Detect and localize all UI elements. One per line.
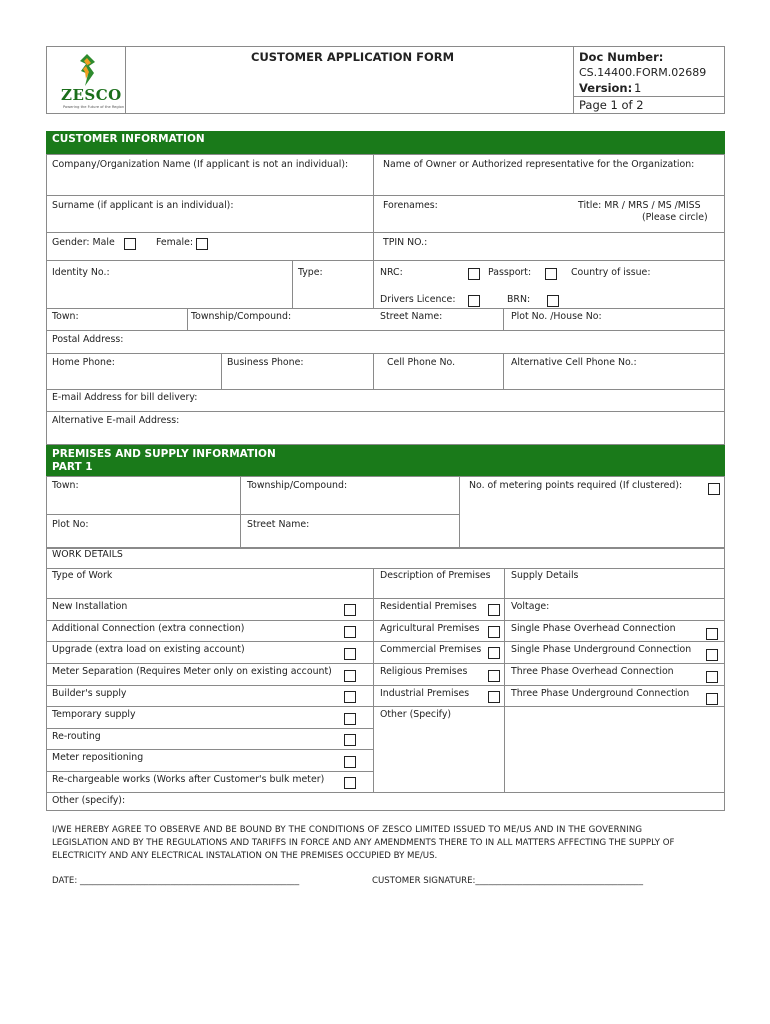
supply-type-item: Single Phase Overhead Connection	[511, 623, 676, 634]
logo-tagline: Powering the Future of the Region	[63, 105, 125, 109]
premises-town-label: Town:	[52, 480, 79, 491]
premises-type-checkbox[interactable]	[488, 604, 500, 616]
signature-label[interactable]: CUSTOMER SIGNATURE:_______________________________________	[372, 876, 644, 886]
gender-female-label: Female:	[156, 237, 194, 248]
work-type-checkbox[interactable]	[344, 670, 356, 682]
premises-street-label: Street Name:	[247, 519, 310, 530]
work-type-item: New Installation	[52, 601, 128, 612]
date-label[interactable]: DATE: ___________________________________________________	[52, 876, 300, 886]
brn-checkbox[interactable]	[547, 295, 559, 307]
work-type-checkbox[interactable]	[344, 626, 356, 638]
premises-type-checkbox[interactable]	[488, 647, 500, 659]
passport-label: Passport:	[488, 267, 532, 278]
gender-male-label: Gender: Male	[52, 237, 115, 248]
premises-type-checkbox[interactable]	[488, 691, 500, 703]
work-type-item: Re-routing	[52, 731, 101, 742]
zesco-logo-icon	[75, 53, 99, 87]
logo-cell	[46, 46, 126, 114]
page-label: Page 1 of 2	[579, 98, 644, 112]
supply-details-header: Supply Details	[511, 570, 579, 581]
metering-points-checkbox[interactable]	[708, 483, 720, 495]
forenames-field[interactable]	[374, 213, 574, 231]
work-type-item: Additional Connection (extra connection)	[52, 623, 245, 634]
work-type-item: Meter repositioning	[52, 752, 144, 763]
town-label: Town:	[52, 311, 79, 322]
work-type-checkbox[interactable]	[344, 604, 356, 616]
supply-type-item: Three Phase Underground Connection	[511, 688, 690, 699]
premises-type-item: Other (Specify)	[380, 709, 452, 720]
work-type-checkbox[interactable]	[344, 648, 356, 660]
premises-section-header	[46, 445, 725, 476]
type-of-work-header: Type of Work	[52, 570, 113, 581]
work-type-checkbox[interactable]	[344, 691, 356, 703]
title-label: Title: MR / MRS / MS /MISS	[578, 200, 701, 211]
work-type-checkbox[interactable]	[344, 756, 356, 768]
company-name-label: Company/Organization Name (If applicant is not an individual):	[52, 159, 349, 170]
home-phone-label: Home Phone:	[52, 357, 115, 368]
title-hint: (Please circle)	[642, 212, 708, 223]
version-value: 1	[634, 81, 642, 95]
premises-plot-label: Plot No:	[52, 519, 89, 530]
supply-voltage-label: Voltage:	[511, 601, 550, 612]
nrc-label: NRC:	[380, 267, 403, 278]
agreement-line-3: ELECTRICITY AND ANY ELECTRICAL INSTALATION ON THE PREMISES OCCUPIED BY ME/US.	[52, 851, 438, 861]
street-name-label: Street Name:	[380, 311, 443, 322]
nrc-checkbox[interactable]	[468, 268, 480, 280]
forenames-label: Forenames:	[383, 200, 438, 211]
work-type-checkbox[interactable]	[344, 713, 356, 725]
premises-type-item: Agricultural Premises	[380, 623, 480, 634]
gender-female-checkbox[interactable]	[196, 238, 208, 250]
drivers-licence-label: Drivers Licence:	[380, 294, 456, 305]
premises-township-label: Township/Compound:	[247, 480, 348, 491]
supply-type-checkbox[interactable]	[706, 649, 718, 661]
agreement-line-2: LEGISLATION AND BY THE REGULATIONS AND TARIFFS IN FORCE AND ANY AMENDMENTS THERE TO IN ALL MATTERS AFFECTING THE SUPPLY OF	[52, 838, 675, 848]
supply-type-checkbox[interactable]	[706, 628, 718, 640]
owner-name-field[interactable]	[374, 172, 724, 194]
work-type-item: Re-chargeable works (Works after Customer's bulk meter)	[52, 774, 325, 785]
township-label: Township/Compound:	[191, 311, 292, 322]
form-title-cell	[125, 46, 574, 114]
work-type-item: Upgrade (extra load on existing account)	[52, 644, 245, 655]
supply-type-item: Three Phase Overhead Connection	[511, 666, 674, 677]
premises-type-item: Industrial Premises	[380, 688, 470, 699]
owner-name-label: Name of Owner or Authorized representative for the Organization:	[383, 159, 695, 170]
logo-text: ZESCO	[61, 86, 122, 104]
doc-number-value: CS.14400.FORM.02689	[579, 66, 707, 79]
version-label: Version:	[579, 81, 633, 95]
supply-type-item: Single Phase Underground Connection	[511, 644, 692, 655]
brn-label: BRN:	[507, 294, 531, 305]
premises-type-checkbox[interactable]	[488, 670, 500, 682]
customer-section-title: CUSTOMER INFORMATION	[52, 133, 205, 145]
passport-checkbox[interactable]	[545, 268, 557, 280]
premises-type-item: Residential Premises	[380, 601, 477, 612]
metering-points-label: No. of metering points required (If clustered):	[469, 480, 683, 491]
cell-phone-label: Cell Phone No.	[387, 357, 456, 368]
premises-type-checkbox[interactable]	[488, 626, 500, 638]
supply-type-checkbox[interactable]	[706, 693, 718, 705]
work-type-item: Meter Separation (Requires Meter only on existing account)	[52, 666, 332, 677]
gender-male-checkbox[interactable]	[124, 238, 136, 250]
tpin-label: TPIN NO.:	[383, 237, 428, 248]
identity-label: Identity No.:	[52, 267, 110, 278]
doc-info-cell	[573, 46, 725, 114]
business-phone-label: Business Phone:	[227, 357, 304, 368]
surname-label: Surname (if applicant is an individual):	[52, 200, 234, 211]
premises-type-item: Commercial Premises	[380, 644, 482, 655]
work-type-item: Temporary supply	[52, 709, 136, 720]
surname-field[interactable]	[47, 213, 372, 231]
premises-part-label: PART 1	[52, 461, 93, 473]
work-type-checkbox[interactable]	[344, 734, 356, 746]
work-details-label: WORK DETAILS	[52, 549, 123, 560]
country-of-issue-label: Country of issue:	[571, 267, 651, 278]
postal-address-label: Postal Address:	[52, 334, 124, 345]
alt-email-label: Alternative E-mail Address:	[52, 415, 180, 426]
form-title: CUSTOMER APPLICATION FORM	[251, 50, 455, 64]
work-type-checkbox[interactable]	[344, 777, 356, 789]
drivers-licence-checkbox[interactable]	[468, 295, 480, 307]
supply-type-checkbox[interactable]	[706, 671, 718, 683]
description-header: Description of Premises	[380, 570, 491, 581]
work-type-item: Builder's supply	[52, 688, 127, 699]
customer-section-header	[46, 131, 725, 154]
agreement-line-1: I/WE HEREBY AGREE TO OBSERVE AND BE BOUND BY THE CONDITIONS OF ZESCO LIMITED ISSUED TO ME/US AND IN THE GOVERNING	[52, 825, 643, 835]
other-work-label: Other (specify):	[52, 795, 126, 806]
doc-number-label: Doc Number:	[579, 50, 664, 64]
premises-type-item: Religious Premises	[380, 666, 468, 677]
premises-section-title: PREMISES AND SUPPLY INFORMATION	[52, 448, 276, 460]
alt-cell-phone-label: Alternative Cell Phone No.:	[511, 357, 637, 368]
company-name-field[interactable]	[47, 172, 372, 194]
email-label: E-mail Address for bill delivery:	[52, 392, 198, 403]
plot-house-label: Plot No. /House No:	[511, 311, 602, 322]
type-label: Type:	[298, 267, 323, 278]
